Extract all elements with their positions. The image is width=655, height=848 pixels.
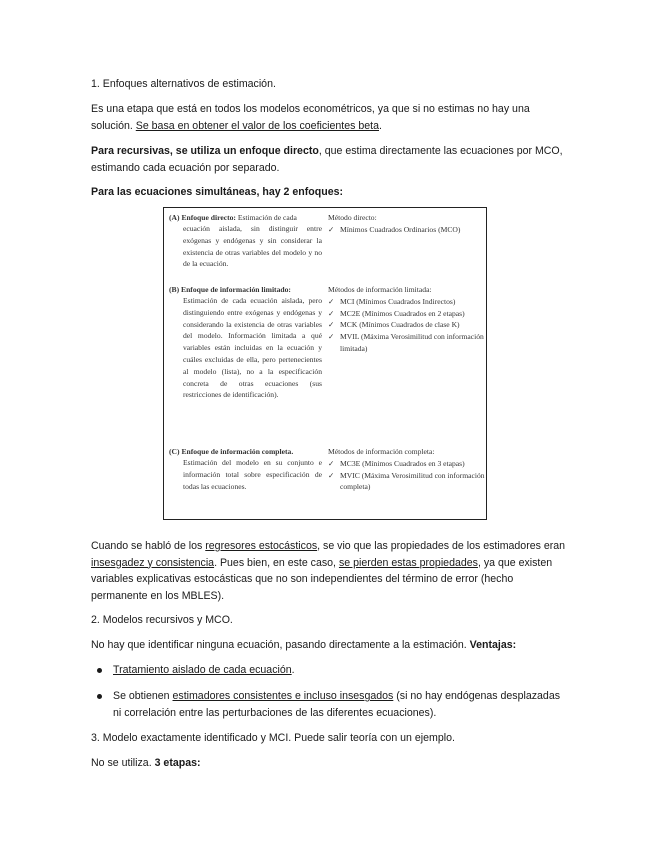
checkmark-icon: ✓: [328, 224, 335, 234]
approach-a-title: (A) Enfoque directo:: [169, 213, 236, 222]
methods-c: Métodos de información completa: ✓ MC3E (Mínimos Cuadrados en 3 etapas) ✓ MVIC (Máxima Verosimilitud con información completa): [328, 447, 485, 492]
section-1-heading: 1. Enfoques alternativos de estimación.: [91, 78, 276, 90]
approach-a-description: ecuación aislada, sin distinguir entre exógenas y endógenas y sin considerar la existencia de otras variables del modelo y no de la ecuación.: [183, 224, 322, 269]
approach-a: (A) Enfoque directo: Estimación de cada ecuación aislada, sin distinguir entre exógenas y endógenas y sin considerar la existencia de otras variables del modelo y no de la ecuación.: [169, 213, 322, 269]
approach-c: [169, 446, 322, 492]
methods-a-title: Método directo:: [328, 213, 377, 222]
checkmark-icon: ✓: [328, 332, 335, 342]
checkmark-icon: ✓: [328, 458, 335, 468]
section-3-paragraph: No se utiliza. 3 etapas:: [91, 757, 201, 769]
bullet-icon: [97, 668, 102, 673]
methods-c-title: Métodos de información completa:: [328, 447, 435, 456]
methods-b-title: Métodos de información limitada:: [328, 285, 432, 294]
checkmark-icon: ✓: [328, 320, 335, 330]
section-3-heading: 3. Modelo exactamente identificado y MCI. Puede salir teoría con un ejemplo.: [91, 732, 455, 744]
estimation-methods-table: [163, 207, 487, 520]
bullet-icon: [97, 694, 102, 699]
approach-c-title: (C) Enfoque de información completa.: [169, 447, 294, 456]
approach-b-title: (B) Enfoque de información limitado:: [169, 285, 291, 294]
approach-b: [169, 284, 322, 401]
section-1-paragraph-1: Es una etapa que está en todos los modelos econométricos, ya que si no estimas no hay una solución. Se basa en obtener el valor de los coeficientes beta.: [91, 103, 530, 132]
checkmark-icon: ✓: [328, 470, 335, 480]
section-1-paragraph-2: Para recursivas, se utiliza un enfoque directo, que estima directamente las ecuaciones por MCO, estimando cada ecuación por separado.: [91, 145, 563, 174]
section-2-paragraph: No hay que identificar ninguna ecuación, pasando directamente a la estimación. Ventajas:: [91, 639, 517, 651]
approach-b-description: Estimación de cada ecuación aislada, pero distinguiendo entre exógenas y endógenas y considerando la existencia de otras variables del modelo. Información limitada a qué variables están incluidas en la ecuación y cuáles excluidas de ella, pero pertenecientes al modelo (lista), no a la especificación concreta de otras ecuaciones (sus restricciones de identificación).: [183, 296, 322, 400]
section-2-heading: 2. Modelos recursivos y MCO.: [91, 614, 233, 626]
checkmark-icon: ✓: [328, 296, 335, 306]
advantage-item-2: Se obtienen estimadores consistentes e incluso insesgados (si no hay endógenas desplazadas ni correlación entre las perturbaciones de las diferentes ecuaciones).: [113, 688, 563, 721]
approach-c-description: Estimación del modelo en su conjunto e información total sobre especificación de todas las ecuaciones.: [183, 458, 322, 491]
stochastic-regressors-paragraph: Cuando se habló de los regresores estocásticos, se vio que las propiedades de los estimadores eran insesgadez y consistencia. Pues bien, en este caso, se pierden estas propiedades, ya que existen variables explicativas estocásticas que no son independientes del término de error (hecho permanente en los MBLES).: [91, 540, 566, 602]
section-1-paragraph-3: Para las ecuaciones simultáneas, hay 2 enfoques:: [91, 186, 344, 198]
advantage-item-1: Tratamiento aislado de cada ecuación.: [113, 662, 563, 679]
checkmark-icon: ✓: [328, 308, 335, 318]
methods-a: Método directo: ✓ Mínimos Cuadrados Ordinarios (MCO): [328, 212, 486, 236]
methods-b: Métodos de información limitada: ✓ MCI (Mínimos Cuadrados Indirectos) ✓ MC2E (Mínimos Cuadrados en 2 etapas) ✓ MCK (Mínimos Cuadrados de clase K) ✓ MVIL (Máxima Verosimilitud con información limitada): [328, 284, 486, 355]
underlined-phrase: Se basa en obtener el valor de los coeficientes beta: [135, 119, 379, 132]
